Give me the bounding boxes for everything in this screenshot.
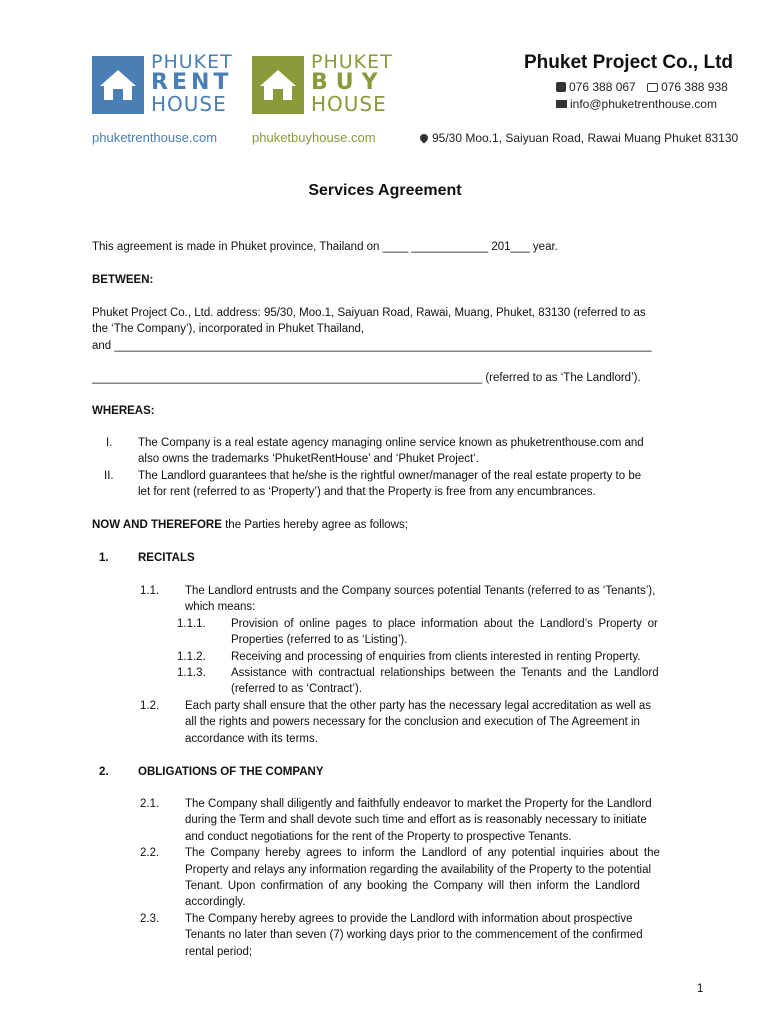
buy-site-link[interactable]: phuketbuyhouse.com: [252, 130, 376, 145]
subclause-number: 1.1.2.: [177, 651, 206, 663]
phone-line: [556, 80, 728, 94]
buy-logo-line3: HOUSE: [311, 92, 387, 116]
clause-text: accordingly.: [185, 896, 246, 908]
clause-text: during the Term and shall devote such time and effort as is reasonably necessary to initiate: [185, 814, 647, 826]
clause-number: 1.1.: [140, 585, 160, 597]
page-number: 1: [697, 983, 704, 995]
subclause-number: 1.1.1.: [177, 618, 206, 630]
email-line: [556, 97, 717, 111]
phone-icon: [556, 82, 566, 92]
between-heading: BETWEEN:: [92, 274, 154, 286]
rent-site-link[interactable]: phuketrenthouse.com: [92, 130, 218, 145]
clause-text: The Landlord entrusts and the Company sources potential Tenants (referred to as ‘Tenants’),: [185, 585, 656, 597]
whereas-number: I.: [106, 437, 113, 449]
clause-text: accordance with its terms.: [185, 733, 318, 745]
subclause-text: Assistance with contractual relationships between the Tenants and the Landlord: [231, 667, 659, 679]
section-number: 2.: [99, 766, 109, 778]
clause-number: 1.2.: [140, 700, 160, 712]
mail-icon: [556, 100, 567, 108]
fax-number: 076 388 938: [661, 80, 728, 94]
clause-text: Property and relays any information regarding the availability of the Property to the potential: [185, 864, 652, 876]
clause-text: Tenant. Upon confirmation of any booking the Company will then inform the Landlord: [185, 880, 640, 892]
phone-number: 076 388 067: [569, 80, 636, 94]
clause-text: The Company shall diligently and faithfully endeavor to market the Property for the Landlord: [185, 798, 652, 810]
company-name: Phuket Project Co., Ltd: [524, 52, 734, 73]
clause-number: 2.3.: [140, 913, 160, 925]
rent-logo-line1: PHUKET: [151, 51, 233, 73]
location-pin-icon: [418, 132, 429, 143]
subclause-text: Properties (referred to as ‘Listing’).: [231, 634, 408, 646]
and-line: and ____________________________________________________________________________________: [92, 340, 652, 352]
clause-text: rental period;: [185, 946, 253, 958]
clause-text: The Company hereby agrees to inform the Landlord of any potential inquiries about the: [185, 847, 660, 859]
now-therefore-line: [92, 517, 408, 534]
landlord-line: _____________________________________________________________ (referred to as ‘The Landlord’).: [92, 372, 641, 384]
subclause-text: (referred to as ‘Contract’).: [231, 683, 363, 695]
section-heading: OBLIGATIONS OF THE COMPANY: [138, 766, 324, 778]
intro-line: This agreement is made in Phuket province, Thailand on ____ ____________ 201___ year.: [92, 241, 558, 253]
section-heading: RECITALS: [138, 552, 195, 564]
buy-logo-line2: BUY: [311, 70, 386, 95]
subclause-text: Receiving and processing of enquiries from clients interested in renting Property.: [231, 651, 641, 663]
now-therefore-rest: the Parties hereby agree as follows;: [221, 519, 408, 531]
clause-text: Each party shall ensure that the other party has the necessary legal accreditation as well as: [185, 700, 652, 712]
rent-logo-line2: RENT: [151, 70, 233, 95]
email-address[interactable]: info@phuketrenthouse.com: [570, 97, 717, 111]
clause-number: 2.2.: [140, 847, 160, 859]
section-number: 1.: [99, 552, 109, 564]
party1-line2: the ‘The Company’), incorporated in Phuket Thailand,: [92, 323, 365, 335]
whereas-item: let for rent (referred to as ‘Property’) and that the Property is free from any encumbrances.: [138, 486, 596, 498]
house-icon: [252, 56, 304, 114]
house-icon: [92, 56, 144, 114]
clause-number: 2.1.: [140, 798, 160, 810]
address-line: [420, 131, 738, 145]
rent-logo-line3: HOUSE: [151, 92, 227, 116]
company-address: 95/30 Moo.1, Saiyuan Road, Rawai Muang Phuket 83130: [432, 131, 739, 145]
fax-icon: [647, 83, 658, 92]
now-therefore-bold: NOW AND THEREFORE: [92, 519, 222, 531]
party1-line1: Phuket Project Co., Ltd. address: 95/30, Moo.1, Saiyuan Road, Rawai, Muang, Phuket, 83130 (referred to as: [92, 307, 646, 319]
whereas-number: II.: [104, 470, 114, 482]
buy-logo-line1: PHUKET: [311, 51, 393, 73]
whereas-item: The Landlord guarantees that he/she is the rightful owner/manager of the real estate property to be: [138, 470, 642, 482]
clause-text: The Company hereby agrees to provide the Landlord with information about prospective: [185, 913, 633, 925]
clause-text: which means:: [185, 601, 256, 613]
document-title: Services Agreement: [308, 182, 462, 199]
whereas-heading: WHEREAS:: [92, 405, 155, 417]
clause-text: Tenants no later than seven (7) working days prior to the commencement of the confirmed: [185, 929, 643, 941]
subclause-text: Provision of online pages to place information about the Landlord’s Property or: [231, 618, 658, 630]
whereas-item: also owns the trademarks ‘PhuketRentHouse’ and ‘Phuket Project’.: [138, 453, 479, 465]
clause-text: and conduct negotiations for the rent of the Property to prospective Tenants.: [185, 831, 572, 843]
clause-text: all the rights and powers necessary for the conclusion and execution of The Agreement in: [185, 716, 640, 728]
whereas-item: The Company is a real estate agency managing online service known as phuketrenthouse.com and: [138, 437, 644, 449]
subclause-number: 1.1.3.: [177, 667, 206, 679]
